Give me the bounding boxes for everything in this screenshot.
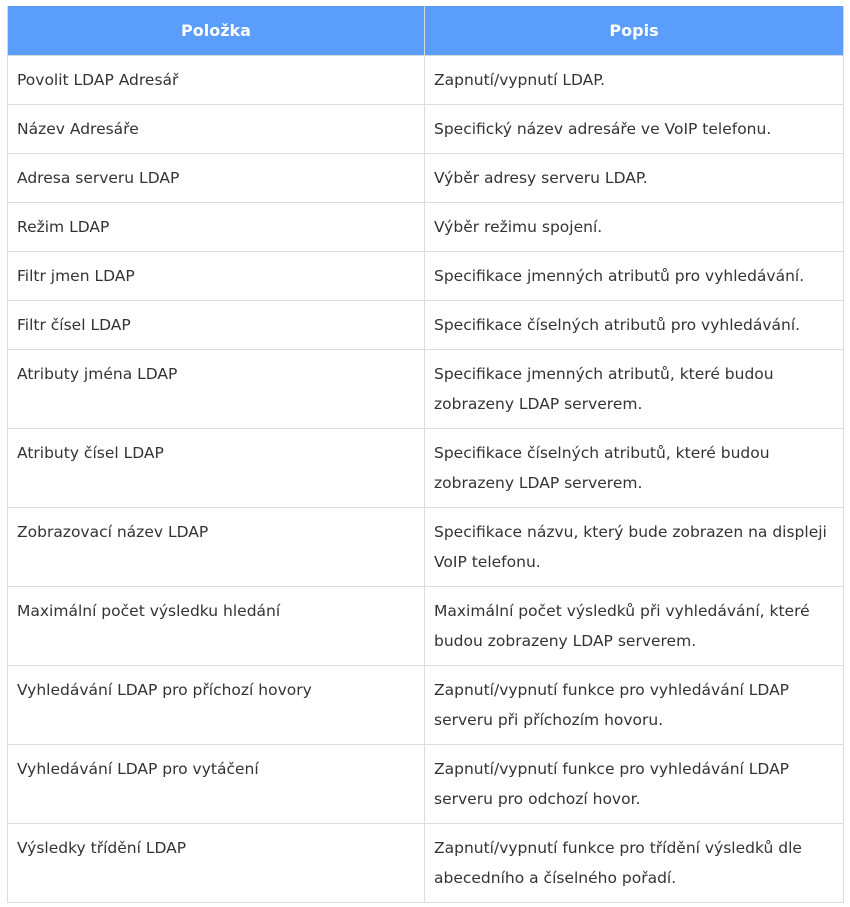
- row-item: Zobrazovací název LDAP: [8, 508, 425, 587]
- row-description: Maximální počet výsledků při vyhledávání, které budou zobrazeny LDAP serverem.: [425, 587, 844, 666]
- table-row: [8, 105, 844, 154]
- row-item: Maximální počet výsledku hledání: [8, 587, 425, 666]
- row-description: Výběr režimu spojení.: [425, 203, 844, 252]
- row-description: Výběr adresy serveru LDAP.: [425, 154, 844, 203]
- row-item: Výsledky třídění LDAP: [8, 824, 425, 903]
- row-item: Atributy jména LDAP: [8, 350, 425, 429]
- table-row: [8, 745, 844, 824]
- table-header-row: [8, 6, 844, 56]
- table-row: [8, 587, 844, 666]
- row-item: Vyhledávání LDAP pro vytáčení: [8, 745, 425, 824]
- column-header-description: Popis: [425, 6, 844, 56]
- table-row: [8, 350, 844, 429]
- row-description: Specifický název adresáře ve VoIP telefonu.: [425, 105, 844, 154]
- table-row: [8, 666, 844, 745]
- table-row: [8, 824, 844, 903]
- row-description: Specifikace číselných atributů pro vyhledávání.: [425, 301, 844, 350]
- ldap-settings-table: [7, 6, 844, 903]
- ldap-settings-table-container: [7, 6, 843, 903]
- table-row: [8, 301, 844, 350]
- row-item: Adresa serveru LDAP: [8, 154, 425, 203]
- table-row: [8, 56, 844, 105]
- row-description: Zapnutí/vypnutí LDAP.: [425, 56, 844, 105]
- table-row: [8, 154, 844, 203]
- row-item: Atributy čísel LDAP: [8, 429, 425, 508]
- row-item: Vyhledávání LDAP pro příchozí hovory: [8, 666, 425, 745]
- column-header-item: Položka: [8, 6, 425, 56]
- row-description: Zapnutí/vypnutí funkce pro vyhledávání LDAP serveru při příchozím hovoru.: [425, 666, 844, 745]
- row-description: Specifikace jmenných atributů pro vyhledávání.: [425, 252, 844, 301]
- table-row: [8, 252, 844, 301]
- table-row: [8, 429, 844, 508]
- table-row: [8, 203, 844, 252]
- row-description: Zapnutí/vypnutí funkce pro třídění výsledků dle abecedního a číselného pořadí.: [425, 824, 844, 903]
- row-description: Specifikace názvu, který bude zobrazen na displeji VoIP telefonu.: [425, 508, 844, 587]
- row-item: Filtr jmen LDAP: [8, 252, 425, 301]
- row-description: Specifikace jmenných atributů, které budou zobrazeny LDAP serverem.: [425, 350, 844, 429]
- row-description: Zapnutí/vypnutí funkce pro vyhledávání LDAP serveru pro odchozí hovor.: [425, 745, 844, 824]
- row-item: Filtr čísel LDAP: [8, 301, 425, 350]
- row-item: Povolit LDAP Adresář: [8, 56, 425, 105]
- row-description: Specifikace číselných atributů, které budou zobrazeny LDAP serverem.: [425, 429, 844, 508]
- row-item: Název Adresáře: [8, 105, 425, 154]
- table-row: [8, 508, 844, 587]
- row-item: Režim LDAP: [8, 203, 425, 252]
